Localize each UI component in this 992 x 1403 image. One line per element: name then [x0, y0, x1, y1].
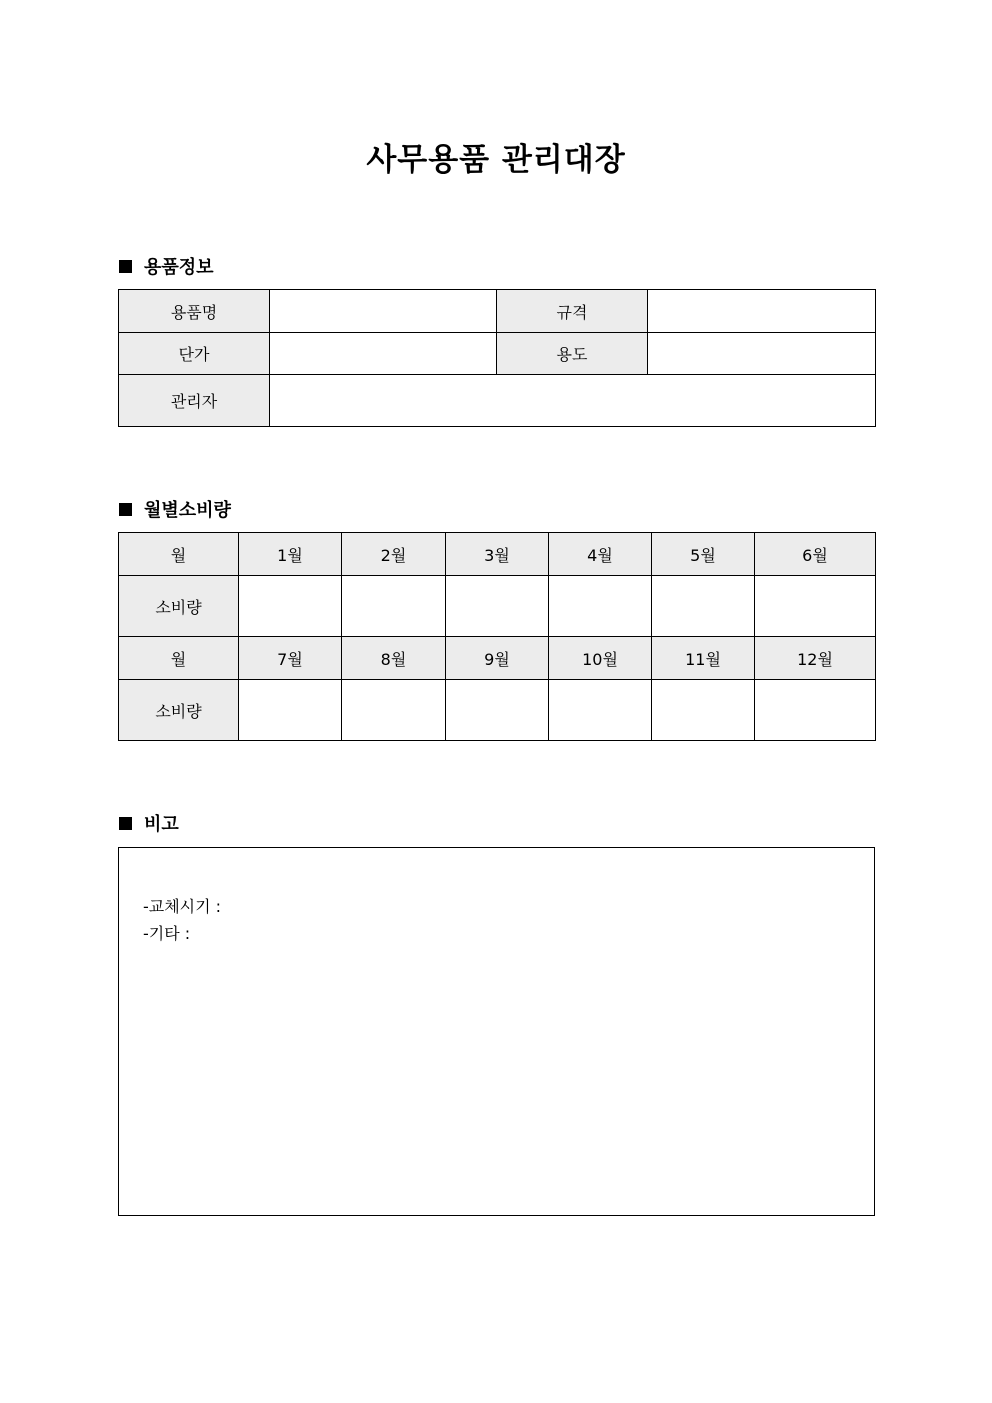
month-header: 2월 [342, 533, 446, 576]
manager-cell[interactable] [270, 375, 876, 427]
consumption-cell[interactable] [342, 576, 446, 637]
month-header: 1월 [239, 533, 342, 576]
section-monthly [119, 496, 231, 522]
item-name-cell[interactable] [270, 290, 497, 333]
consumption-label: 소비량 [119, 680, 239, 741]
consumption-cell[interactable] [239, 576, 342, 637]
month-header: 3월 [446, 533, 549, 576]
month-header: 12월 [755, 637, 876, 680]
month-header: 7월 [239, 637, 342, 680]
other-line: -기타 : [143, 924, 191, 943]
consumption-cell[interactable] [239, 680, 342, 741]
month-label: 월 [119, 533, 239, 576]
square-bullet-icon [119, 260, 132, 273]
manager-label: 관리자 [119, 375, 270, 427]
item-info-table [118, 289, 876, 427]
consumption-cell[interactable] [446, 576, 549, 637]
consumption-cell[interactable] [755, 680, 876, 741]
section-title: 월별소비량 [144, 500, 231, 521]
section-remarks [119, 810, 179, 836]
item-name-label: 용품명 [119, 290, 270, 333]
consumption-cell[interactable] [446, 680, 549, 741]
spec-label: 규격 [497, 290, 648, 333]
unit-price-label: 단가 [119, 333, 270, 375]
consumption-cell[interactable] [549, 680, 652, 741]
consumption-cell[interactable] [755, 576, 876, 637]
monthly-table [118, 532, 876, 741]
consumption-cell[interactable] [342, 680, 446, 741]
usage-cell[interactable] [648, 333, 876, 375]
page-title: 사무용품 관리대장 [366, 142, 626, 178]
consumption-cell[interactable] [549, 576, 652, 637]
usage-label: 용도 [497, 333, 648, 375]
unit-price-cell[interactable] [270, 333, 497, 375]
month-header: 10월 [549, 637, 652, 680]
remarks-box[interactable] [118, 847, 875, 1216]
month-header: 4월 [549, 533, 652, 576]
square-bullet-icon [119, 503, 132, 516]
month-label: 월 [119, 637, 239, 680]
spec-cell[interactable] [648, 290, 876, 333]
month-header: 8월 [342, 637, 446, 680]
consumption-label: 소비량 [119, 576, 239, 637]
section-title: 비고 [144, 814, 179, 835]
replacement-period-line: -교체시기 : [143, 897, 222, 916]
month-header: 9월 [446, 637, 549, 680]
consumption-cell[interactable] [652, 576, 755, 637]
month-header: 11월 [652, 637, 755, 680]
square-bullet-icon [119, 817, 132, 830]
section-title: 용품정보 [144, 257, 214, 278]
section-item-info [119, 253, 214, 279]
month-header: 5월 [652, 533, 755, 576]
consumption-cell[interactable] [652, 680, 755, 741]
month-header: 6월 [755, 533, 876, 576]
